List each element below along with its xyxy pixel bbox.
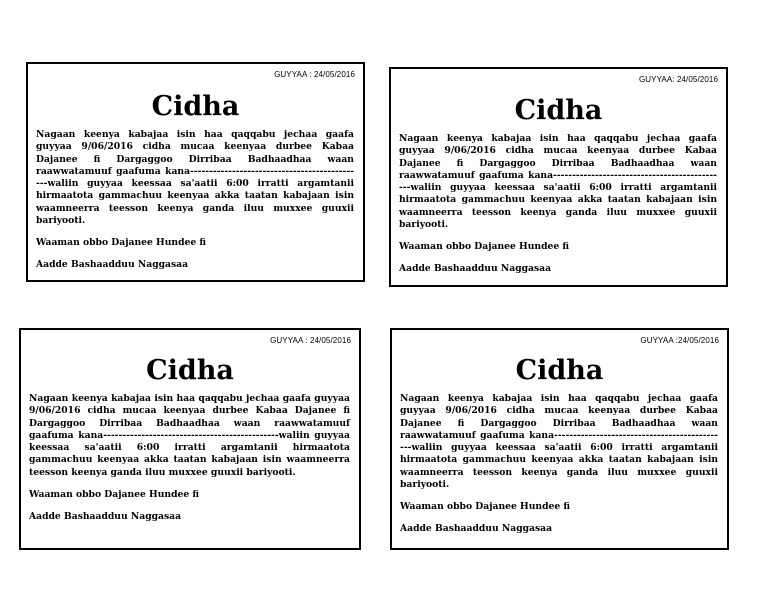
invitation-card-1 xyxy=(26,62,365,282)
card-signature-line-1: Waaman obbo Dajanee Hundee fi xyxy=(400,501,571,513)
card-signature-line-2: Aadde Bashaadduu Naggasaa xyxy=(29,511,182,523)
card-title: Cidha xyxy=(514,95,603,126)
card-date: GUYYAA : 24/05/2016 xyxy=(274,70,355,79)
card-signature-line-1: Waaman obbo Dajanee Hundee fi xyxy=(399,241,570,253)
card-body-text: Nagaan keenya kabajaa isin haa qaqqabu jechaa gaafa guyyaa 9/06/2016 cidha mucaa keenyaa durbee Kabaa Dajanee fi Dargaggoo Dirribaa Badhaadhaa waan raawwatamuuf gaafuma kana----------------------------------------------waliin guyyaa keessaa sa'aatii 6:00 irratti argamtanii hirmaatota gammachuu keenyaa akka taatan kabajaan isin waamneerra teesson keenya ganda iluu muxxee guuxii bariyooti. xyxy=(29,393,350,478)
card-signature-line-2: Aadde Bashaadduu Naggasaa xyxy=(399,263,552,275)
card-signature-line-1: Waaman obbo Dajanee Hundee fi xyxy=(36,237,207,249)
card-signature-line-1: Waaman obbo Dajanee Hundee fi xyxy=(29,489,200,501)
card-date: GUYYAA :24/05/2016 xyxy=(640,336,719,345)
card-title: Cidha xyxy=(151,91,240,122)
invitation-card-4 xyxy=(390,328,729,550)
invitation-card-3 xyxy=(19,328,361,550)
card-date: GUYYAA: 24/05/2016 xyxy=(638,75,718,84)
card-body-text: Nagaan keenya kabajaa isin haa qaqqabu jechaa gaafa guyyaa 9/06/2016 cidha mucaa keenyaa durbee Kabaa Dajanee fi Dargaggoo Dirribaa Badhaadhaa waan raawwatamuuf gaafuma kana----------------------------------------------waliin guyyaa keessaa sa'aatii 6:00 irratti argamtanii hirmaatota gammachuu keenyaa akka taatan kabajaan isin waamneerra teesson keenya ganda iluu muxxee guuxii bariyooti. xyxy=(36,129,354,227)
card-signature-line-2: Aadde Bashaadduu Naggasaa xyxy=(36,259,189,271)
card-title: Cidha xyxy=(146,355,234,386)
card-date: GUYYAA : 24/05/2016 xyxy=(270,336,351,345)
card-signature-line-2: Aadde Bashaadduu Naggasaa xyxy=(400,523,553,535)
card-title: Cidha xyxy=(515,355,604,386)
invitation-card-2 xyxy=(389,67,728,287)
card-body-text: Nagaan keenya kabajaa isin haa qaqqabu jechaa gaafa guyyaa 9/06/2016 cidha mucaa keenyaa durbee Kabaa Dajanee fi Dargaggoo Dirribaa Badhaadhaa waan raawwatamuuf gaafuma kana----------------------------------------------waliin guyyaa keessaa sa'aatii 6:00 irratti argamtanii hirmaatota gammachuu keenyaa akka taatan kabajaan isin waamneerra teesson keenya ganda iluu muxxee guuxii bariyooti. xyxy=(399,133,717,231)
card-body-text: Nagaan keenya kabajaa isin haa qaqqabu jechaa gaafa guyyaa 9/06/2016 cidha mucaa keenyaa durbee Kabaa Dajanee fi Dargaggoo Dirribaa Badhaadhaa waan raawwatamuuf gaafuma kana----------------------------------------------waliin guyyaa keessaa sa'aatii 6:00 irratti argamtanii hirmaatota gammachuu keenyaa akka taatan kabajaan isin waamneerra teesson keenya ganda iluu muxxee guuxii bariyooti. xyxy=(400,393,718,491)
